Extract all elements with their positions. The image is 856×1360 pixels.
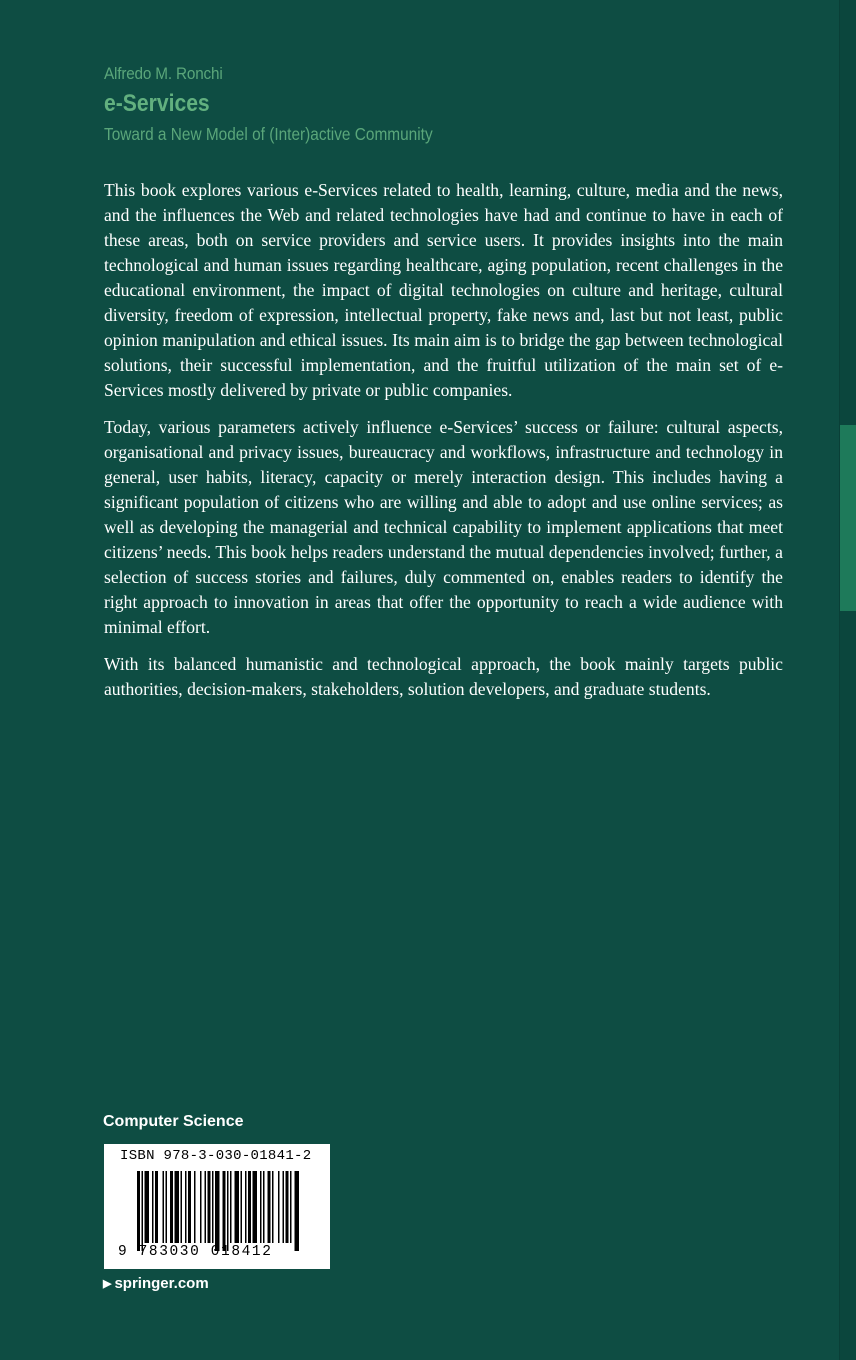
- barcode-bar: [152, 1171, 154, 1243]
- barcode-bar: [253, 1171, 258, 1243]
- publisher-link[interactable]: [103, 1275, 209, 1292]
- barcode-bar: [208, 1171, 211, 1243]
- barcode-bar: [194, 1171, 196, 1243]
- barcode-bar: [227, 1171, 229, 1251]
- barcode-bar: [245, 1171, 247, 1243]
- barcode-bar: [188, 1171, 191, 1243]
- barcode-bar: [286, 1171, 289, 1243]
- triangle-right-icon: ▶: [103, 1278, 112, 1290]
- barcode-bar: [205, 1171, 207, 1243]
- barcode-bar: [181, 1171, 183, 1243]
- barcode-bar: [137, 1171, 140, 1251]
- publisher-url: springer.com: [114, 1275, 209, 1292]
- subject-category: Computer Science: [103, 1113, 244, 1130]
- book-header: [104, 64, 477, 145]
- blurb-paragraph: With its balanced humanistic and technological approach, the book mainly targets public authorities, decision-makers, stakeholders, solution developers, and graduate students.: [104, 654, 783, 699]
- spine-edge: [839, 0, 856, 1360]
- isbn-label: ISBN 978-3-030-01841-2: [120, 1148, 312, 1164]
- barcode-bar: [142, 1171, 144, 1251]
- barcode-bar: [263, 1171, 265, 1243]
- barcode-bar: [295, 1171, 300, 1251]
- blurb-paragraph: Today, various parameters actively influence e-Services’ success or failure: cultural aspects, organisational and privacy issues, bureaucracy and workflows, infrastructure and technology in general, user habits, literacy, capacity or merely interaction design. This includes having a significant population of citizens who are willing and able to adopt and use online services; as well as developing the managerial and technical capability to implement applications that meet citizens’ needs. This book helps readers understand the mutual dependencies involved; further, a selection of success stories and failures, duly commented on, enables readers to identify the right approach to innovation in areas that offer the opportunity to reach a wide audience with minimal effort.: [104, 417, 783, 637]
- blurb-paragraph: This book explores various e-Services related to health, learning, culture, media and the news, and the influences the Web and related technologies have had and continue to have in each of these areas, both on service providers and service users. It provides insights into the main technological and human issues regarding healthcare, aging population, recent challenges in the educational environment, the impact of digital technologies on culture and heritage, cultural diversity, freedom of expression, intellectual property, fake news and, last but not least, public opinion manipulation and ethical issues. Its main aim is to bridge the gap between technological solutions, their successful implementation, and the fruitful utilization of the main set of e-Services mostly delivered by private or public companies.: [104, 180, 783, 400]
- barcode-bar: [145, 1171, 150, 1243]
- author-name: Alfredo M. Ronchi: [104, 64, 223, 83]
- barcode-bar: [272, 1171, 274, 1243]
- barcode-bar: [212, 1171, 214, 1243]
- barcode-bar: [155, 1171, 158, 1243]
- barcode-bar: [215, 1171, 220, 1251]
- book-blurb: [104, 178, 783, 714]
- barcode-bar: [200, 1171, 202, 1243]
- barcode-bar: [248, 1171, 251, 1243]
- isbn-barcode: [104, 1144, 330, 1269]
- barcode-bar: [223, 1171, 226, 1251]
- book-title: e-Services: [104, 90, 210, 117]
- spine-accent-bar: [840, 425, 856, 611]
- barcode-bar: [185, 1171, 187, 1243]
- barcode-digits: 9 783030 018412: [118, 1244, 273, 1260]
- barcode-bar: [268, 1171, 271, 1243]
- barcode-bar: [175, 1171, 180, 1243]
- barcode-bar: [278, 1171, 280, 1243]
- barcode-bar: [235, 1171, 240, 1243]
- barcode-bar: [230, 1171, 232, 1243]
- barcode-bar: [170, 1171, 173, 1243]
- barcode-bar: [260, 1171, 262, 1243]
- barcode-bar: [283, 1171, 285, 1243]
- barcode-bar: [163, 1171, 165, 1243]
- barcode-bar: [290, 1171, 292, 1243]
- barcode-bar: [241, 1171, 243, 1243]
- barcode-bar: [166, 1171, 168, 1243]
- book-subtitle: Toward a New Model of (Inter)active Community: [104, 124, 433, 144]
